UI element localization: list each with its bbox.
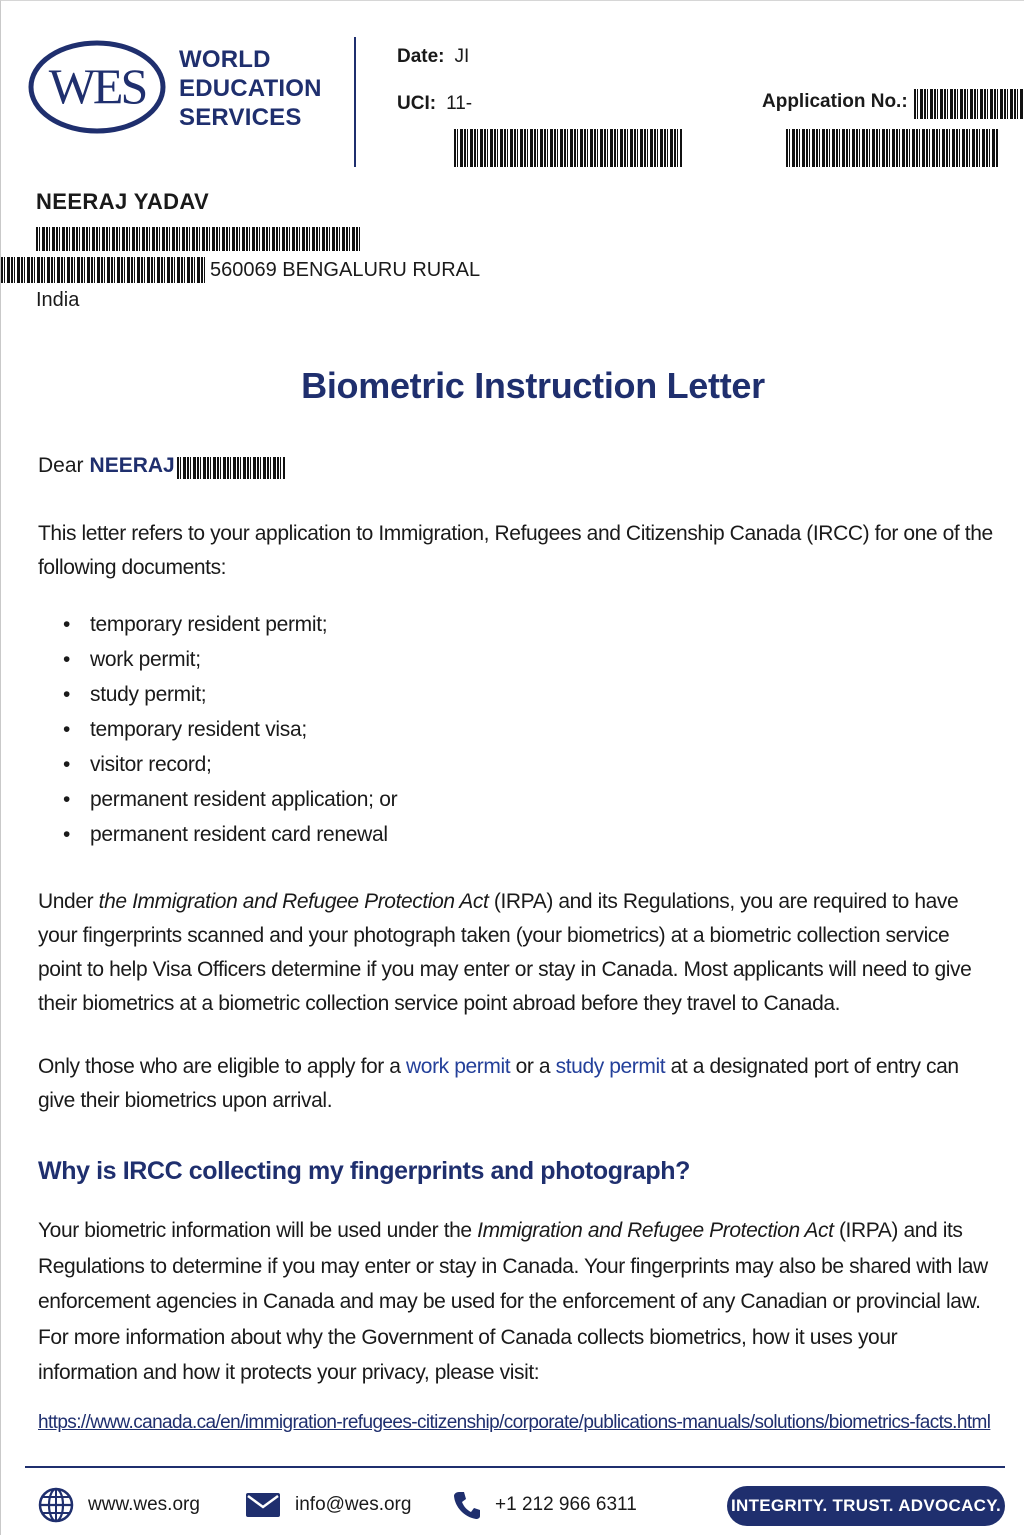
envelope-icon <box>245 1491 281 1519</box>
logo-text: WES <box>48 58 146 114</box>
list-item: • permanent resident card renewal <box>63 817 397 852</box>
irpa-text-a: Under <box>38 890 99 913</box>
phone-text: +1 212 966 6311 <box>495 1494 637 1515</box>
application-label: Application No.: <box>762 91 908 112</box>
globe-icon <box>38 1487 74 1523</box>
salutation-text: Dear <box>38 454 84 477</box>
recipient-name: NEERAJ YADAV <box>36 189 210 214</box>
brand-name <box>179 45 322 132</box>
redacted-salutation-surname <box>177 457 285 479</box>
uci-label: UCI: <box>397 93 437 114</box>
brand-line-3: SERVICES <box>179 104 302 131</box>
tagline-badge: INTEGRITY. TRUST. ADVOCACY. <box>727 1486 1005 1526</box>
salutation-name: NEERAJ <box>89 454 175 477</box>
wes-logo <box>27 39 167 135</box>
poe-text-c: at a designated port of entry can give their biometrics upon arrival. <box>38 1055 959 1112</box>
redacted-uci-barcode <box>454 129 682 167</box>
address-line: 560069 BENGALURU RURAL <box>210 259 481 281</box>
list-item: • study permit; <box>63 677 397 712</box>
date-label: Date: <box>397 46 445 67</box>
poe-text-a: Only those who are eligible to apply for a <box>38 1055 407 1078</box>
document-list <box>63 607 397 852</box>
list-item: • temporary resident visa; <box>63 712 397 747</box>
use-act-name: Immigration and Refugee Protection Act <box>477 1219 834 1242</box>
biometrics-use-paragraph <box>38 1213 993 1391</box>
list-item: • work permit; <box>63 642 397 677</box>
redacted-application-number <box>914 89 1024 119</box>
phone-icon <box>453 1490 481 1520</box>
biometrics-facts-link[interactable]: https://www.canada.ca/en/immigration-refugees-citizenship/corporate/publications-manuals/solutions/biometrics-facts.html <box>38 1412 991 1433</box>
date-row <box>397 46 469 68</box>
port-of-entry-paragraph <box>38 1050 993 1118</box>
poe-text-b: or a <box>510 1055 556 1078</box>
footer-website[interactable] <box>38 1487 200 1523</box>
irpa-act-name: the Immigration and Refugee Protection Act <box>98 890 489 913</box>
redacted-address-line-1 <box>36 227 362 251</box>
section-heading: Why is IRCC collecting my fingerprints and photograph? <box>38 1157 691 1185</box>
brand-line-1: WORLD <box>179 46 271 73</box>
uci-row <box>397 93 472 115</box>
irpa-paragraph <box>38 885 993 1021</box>
header-divider <box>354 37 356 167</box>
footer-email[interactable] <box>245 1487 411 1523</box>
footer-divider <box>25 1466 1005 1468</box>
list-item: • temporary resident permit; <box>63 607 397 642</box>
footer-phone[interactable] <box>453 1487 637 1523</box>
use-text-a: Your biometric information will be used under the <box>38 1219 478 1242</box>
list-item: • visitor record; <box>63 747 397 782</box>
brand-line-2: EDUCATION <box>179 75 322 102</box>
intro-paragraph <box>38 517 993 585</box>
letter-title: Biometric Instruction Letter <box>301 365 765 406</box>
website-text: www.wes.org <box>88 1494 200 1515</box>
irpa-text-b: (IRPA) and its Regulations, you are required to have your fingerprints scanned and your photograph taken (your biometrics) at a biometric collection service point to help Visa Officers determine if you may enter or stay in Canada. Most applicants will need to give their biometrics at a biometric collection service point abroad before they travel to Canada. <box>38 890 972 1015</box>
work-permit-link[interactable]: work permit <box>406 1055 511 1078</box>
recipient-country: India <box>36 289 80 311</box>
study-permit-link[interactable]: study permit <box>555 1055 666 1078</box>
redacted-application-barcode <box>786 129 998 167</box>
uci-value: 11- <box>446 93 473 114</box>
list-item: • permanent resident application; or <box>63 782 397 817</box>
use-text-b: (IRPA) and its Regulations to determine if you may enter or stay in Canada. Your fingerprints may also be shared with law enforcement agencies in Canada and may be used for the enforcement of any Canadian or provincial law. For more information about why the Government of Canada collects biometrics, how it uses your information and how it protects your privacy, please visit: <box>38 1219 988 1384</box>
salutation <box>38 454 175 478</box>
email-text: info@wes.org <box>295 1494 412 1515</box>
intro-line-1: This letter refers to your application to Immigration, Refugees and Citizenship Canada (IRCC) for one of the <box>38 522 993 545</box>
date-value: JI <box>454 46 470 67</box>
intro-line-2: following documents: <box>38 556 227 579</box>
redacted-address-line-2 <box>1 257 205 283</box>
